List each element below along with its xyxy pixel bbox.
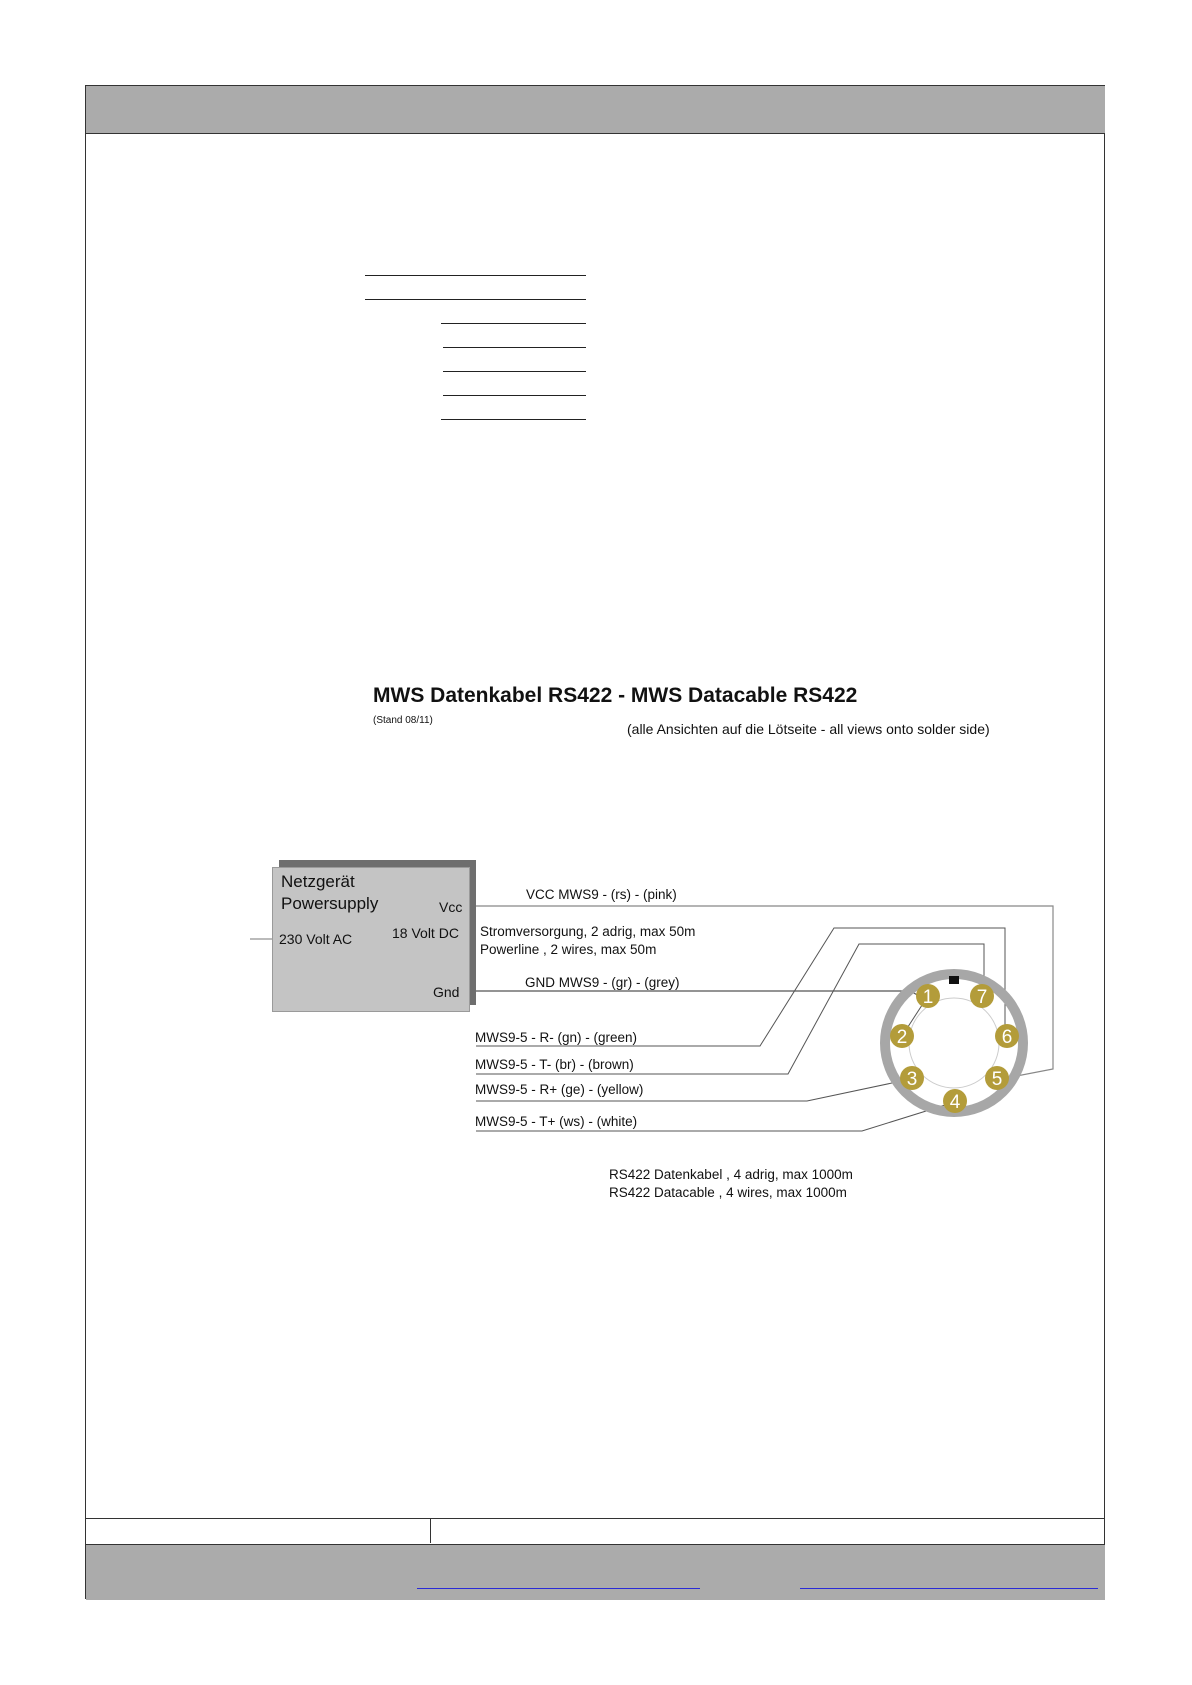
footer-bar <box>86 1544 1105 1600</box>
powerline-de-label: Stromversorgung, 2 adrig, max 50m <box>480 924 696 939</box>
connector-pin-label: 6 <box>1001 1027 1013 1048</box>
psu-name-de: Netzgerät <box>281 872 355 891</box>
connector-pin-label: 2 <box>896 1027 908 1048</box>
connector-pin-label: 3 <box>906 1069 918 1090</box>
psu-gnd: Gnd <box>433 984 460 1000</box>
footer-cells <box>86 1518 1105 1543</box>
vcc-label: VCC MWS9 - (rs) - (pink) <box>526 887 677 902</box>
data-cable-en-label: RS422 Datacable , 4 wires, max 1000m <box>609 1185 847 1200</box>
data-wire-label: MWS9-5 - T+ (ws) - (white) <box>475 1114 638 1129</box>
connector-key <box>949 976 959 984</box>
connector-pin-label: 5 <box>991 1069 1003 1090</box>
views-note: (alle Ansichten auf die Lötseite - all views onto solder side) <box>627 721 990 737</box>
diagram-title: MWS Datenkabel RS422 - MWS Datacable RS422 <box>373 684 858 707</box>
psu-input: 230 Volt AC <box>279 931 353 947</box>
footer-link-underline[interactable] <box>800 1588 1098 1589</box>
gnd-label: GND MWS9 - (gr) - (grey) <box>525 975 680 990</box>
revision-stand: (Stand 08/11) <box>373 715 433 726</box>
connector-pin-label: 4 <box>949 1092 961 1113</box>
footer-link-underline[interactable] <box>417 1588 700 1589</box>
powerline-en-label: Powerline , 2 wires, max 50m <box>480 942 657 957</box>
connector-pin-label: 7 <box>976 987 988 1008</box>
wire-brown <box>476 944 984 1074</box>
data-wire-label: MWS9-5 - R- (gn) - (green) <box>475 1030 638 1045</box>
data-wire-label: MWS9-5 - T- (br) - (brown) <box>475 1057 634 1072</box>
psu-output: 18 Volt DC <box>392 925 459 941</box>
data-wire-label: MWS9-5 - R+ (ge) - (yellow) <box>475 1082 644 1097</box>
connector-pin-label: 1 <box>922 987 934 1008</box>
gnd-wire <box>470 991 923 998</box>
psu-name-en: Powersupply <box>281 894 379 913</box>
data-cable-de-label: RS422 Datenkabel , 4 adrig, max 1000m <box>609 1167 853 1182</box>
psu-vcc: Vcc <box>439 899 463 915</box>
